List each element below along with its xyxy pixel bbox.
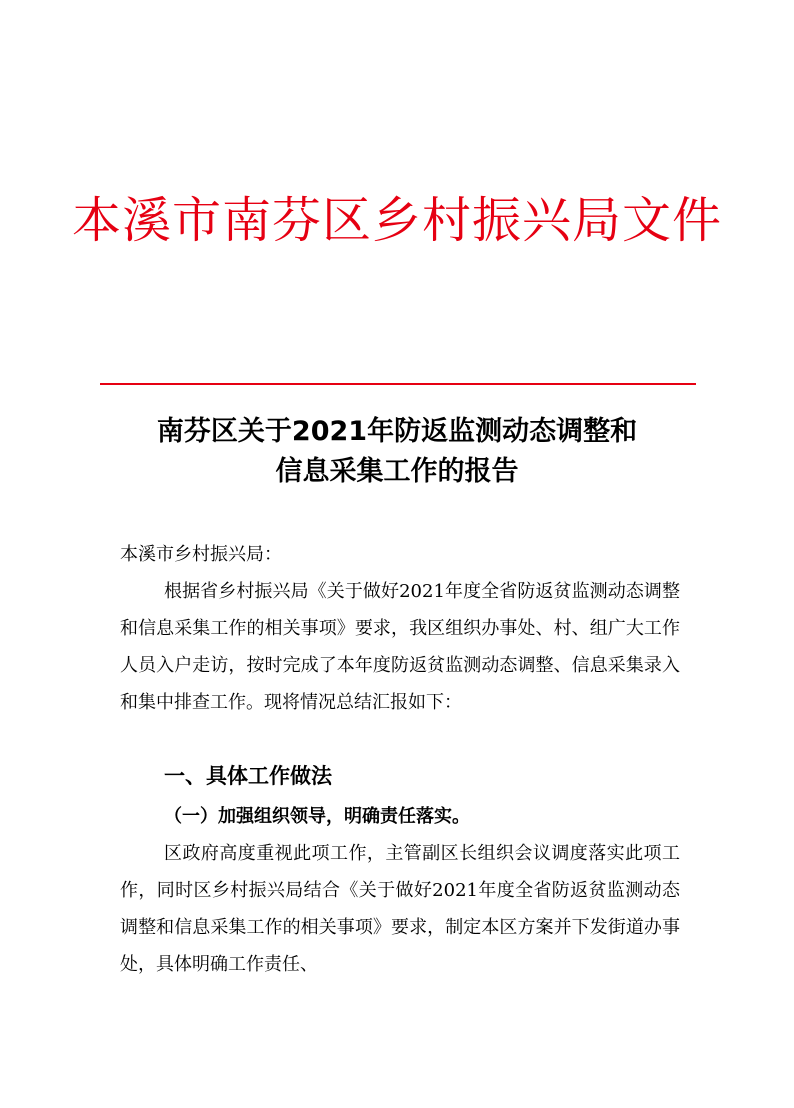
section-heading-1: 一、具体工作做法 — [164, 764, 332, 788]
report-title-line-1: 南芬区关于2021年防返监测动态调整和 — [156, 416, 638, 447]
body-paragraph-block — [120, 835, 680, 983]
subsection-heading-1: （一）加强组织领导，明确责任落实。 — [164, 806, 470, 827]
intro-paragraph-block — [120, 573, 680, 721]
red-separator-rule — [100, 383, 696, 385]
document-issuer-header: 本溪市南芬区乡村振兴局文件 — [71, 192, 722, 249]
report-title-line-2: 信息采集工作的报告 — [275, 456, 519, 487]
report-title — [0, 412, 794, 492]
salutation: 本溪市乡村振兴局： — [120, 544, 282, 565]
intro-paragraph: 根据省乡村振兴局《关于做好2021年度全省防返贫监测动态调整和信息采集工作的相关事项》要求，我区组织办事处、村、组广大工作人员入户走访，按时完成了本年度防返贫监测动态调整、信息采集录入和集中排查工作。现将情况总结汇报如下： — [120, 581, 680, 713]
body-paragraph: 区政府高度重视此项工作，主管副区长组织会议调度落实此项工作，同时区乡村振兴局结合《关于做好2021年度全省防返贫监测动态调整和信息采集工作的相关事项》要求，制定本区方案并下发街道办事处，具体明确工作责任、 — [120, 843, 680, 975]
